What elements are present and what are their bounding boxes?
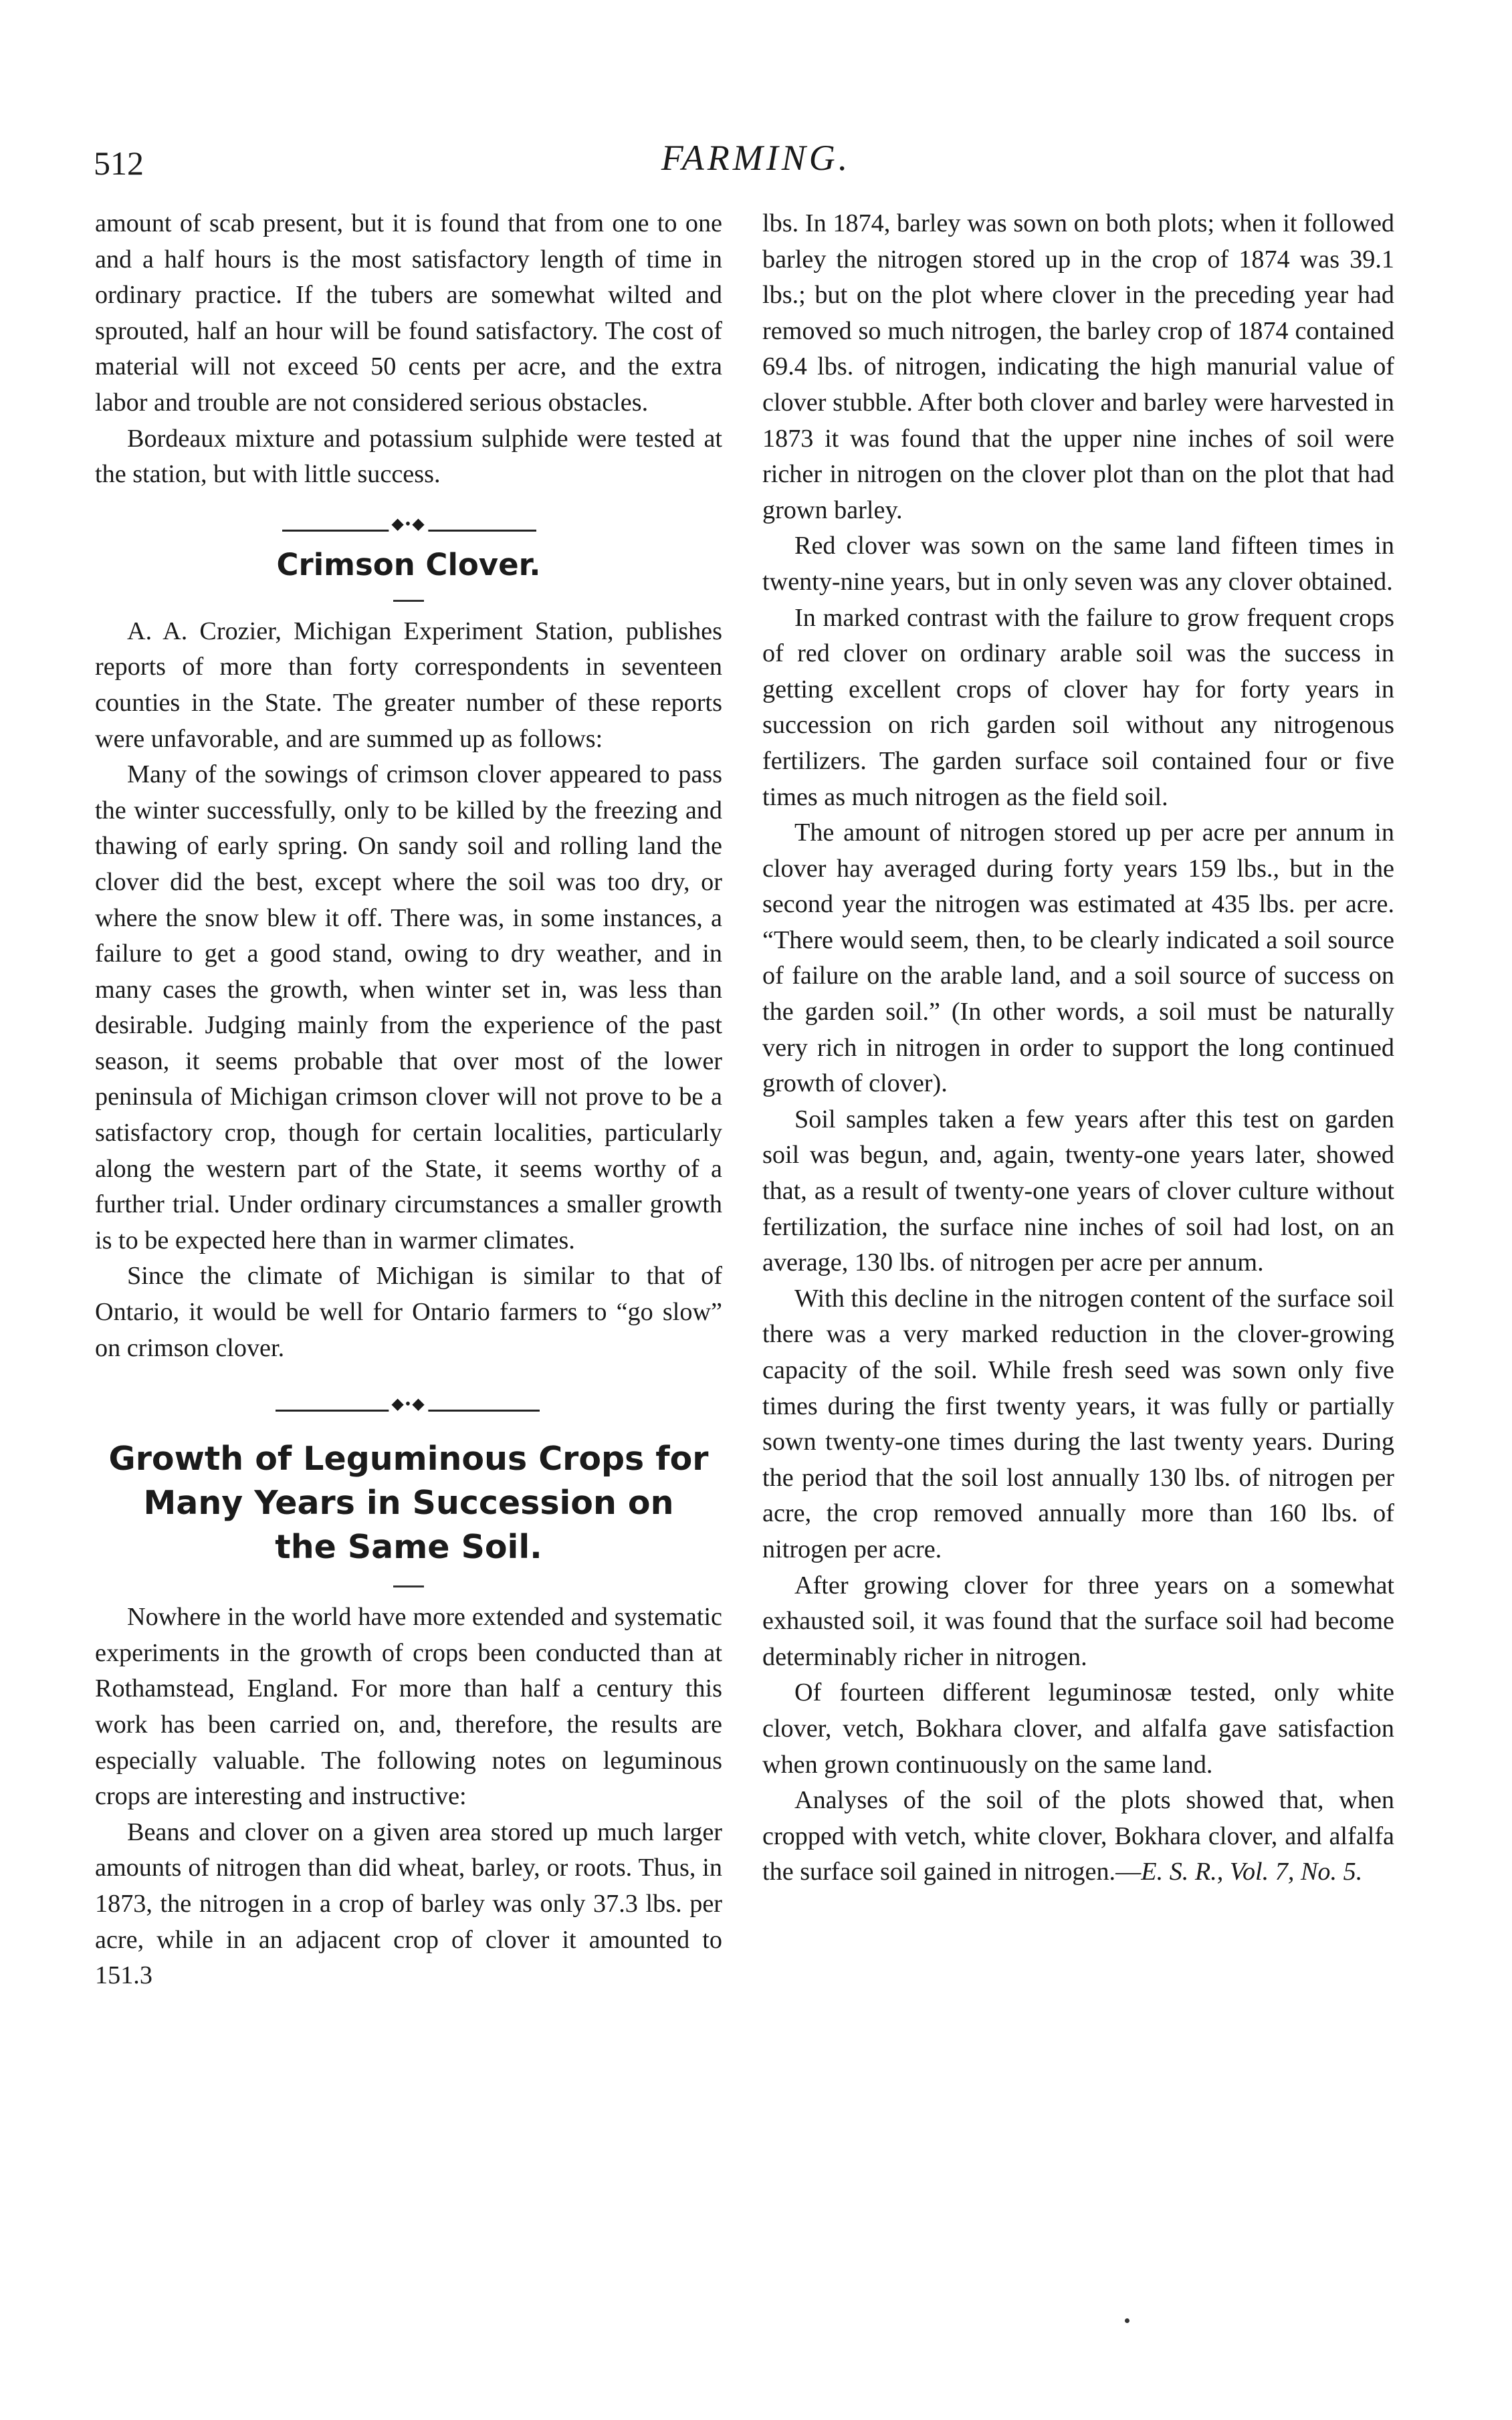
section-title-leguminous-line-1: Growth of Leguminous Crops for — [108, 1440, 709, 1478]
paragraph: Red clover was sown on the same land fifteen times in twenty-nine years, but in only seven was any clover obtained. — [762, 532, 1394, 596]
ornament-dots: ◆•◆ — [389, 1394, 428, 1414]
stray-ink-dot — [1125, 2318, 1129, 2323]
paragraph: Nowhere in the world have more extended and systematic experiments in the growth of crops been conducted than at Rothamstead, England. For more than half a century this work has been carried on, and, therefore, the results are especially valuable. The following notes on leguminous crops are interesting and instructive: — [95, 1603, 722, 1811]
paragraph: With this decline in the nitrogen content of the surface soil there was a very marked reduction in the clover-growing capacity of the soil. While fresh seed was sown only five times during the first twenty years, it was fully or partially sown twenty-one times during the last twenty years. During the period that the soil lost annually 130 lbs. of nitrogen per acre, the crop removed annually more than 160 lbs. of nitrogen per acre. — [762, 1284, 1394, 1563]
citation: E. S. R., Vol. 7, No. 5. — [1141, 1858, 1363, 1886]
paragraph: Bordeaux mixture and potassium sulphide were tested at the station, but with little success. — [95, 424, 722, 489]
ornament-dots: ◆•◆ — [389, 514, 428, 534]
paragraph: After growing clover for three years on a somewhat exhausted soil, it was found that the surface soil had become determinably richer in nitrogen. — [762, 1571, 1394, 1671]
section-title-leguminous-line-3: the Same Soil. — [275, 1528, 542, 1567]
paragraph: Beans and clover on a given area stored up much larger amounts of nitrogen than did wheat, barley, or roots. Thus, in 1873, the nitrogen in a crop of barley was only 37.3 lbs. per acre, while in an adjacent crop of clover it amounted to 151.3 — [95, 1818, 722, 1990]
left-column — [95, 206, 722, 1994]
final-paragraph — [762, 1783, 1394, 1890]
paragraph: lbs. In 1874, barley was sown on both plots; when it followed barley the nitrogen stored up in the crop of 1874 was 39.1 lbs.; but on the plot where clover in the preceding year had removed so much nitrogen, the barley crop of 1874 contained 69.4 lbs. of nitrogen, indicating the high manurial value of clover stubble. After both clover and barley were harvested in 1873 it was found that the upper nine inches of soil were richer in nitrogen on the clover plot than on the plot that had grown barley. — [762, 209, 1394, 524]
paragraph: Of fourteen different leguminosæ tested, only white clover, vetch, Bokhara clover, and alfalfa gave satisfaction when grown continuously on the same land. — [762, 1678, 1394, 1779]
running-head — [0, 137, 1512, 191]
paragraph: In marked contrast with the failure to grow frequent crops of red clover on ordinary arable soil was the success in getting excellent crops of clover hay for forty years in succession on rich garden soil without any nitrogenous fertilizers. The garden surface soil contained four or five times as much nitrogen as the field soil. — [762, 603, 1394, 811]
paragraph: Since the climate of Michigan is similar to that of Ontario, it would be well for Ontario farmers to “go slow” on crimson clover. — [95, 1262, 722, 1362]
section-ornament — [95, 1396, 722, 1421]
section-title-leguminous-line-2: Many Years in Succession on — [143, 1484, 674, 1523]
running-title: FARMING. — [661, 138, 851, 178]
right-column — [762, 206, 1394, 1890]
paragraph: Soil samples taken a few years after this test on garden soil was begun, and, again, twenty-one years later, showed that, as a result of twenty-one years of clover culture without fertilization, the surface nine inches of soil had lost, on an average, 130 lbs. of nitrogen per acre per annum. — [762, 1105, 1394, 1277]
paragraph: A. A. Crozier, Michigan Experiment Station, publishes reports of more than forty correspondents in seventeen counties in the State. The greater number of these reports were unfavorable, and are summed up as follows: — [95, 617, 722, 753]
paragraph: amount of scab present, but it is found that from one to one and a half hours is the most satisfactory length of time in ordinary practice. If the tubers are somewhat wilted and sprouted, half an hour will be found satisfactory. The cost of material will not exceed 50 cents per acre, and the extra labor and trouble are not considered serious obstacles. — [95, 209, 722, 417]
section-ornament — [95, 515, 722, 541]
paragraph: The amount of nitrogen stored up per acre per annum in clover hay averaged during forty years 159 lbs., but in the second year the nitrogen was estimated at 435 lbs. per acre. “There would seem, then, to be clearly indicated a soil source of failure on the arable land, and a soil source of success on the garden soil.” (In other words, a soil must be naturally very rich in nitrogen in order to support the long continued growth of clover). — [762, 818, 1394, 1098]
final-paragraph-text: Analyses of the soil of the plots showed that, when cropped with vetch, white clover, Bokhara clover, and alfalfa the surface soil gained in nitrogen.— — [762, 1786, 1394, 1886]
paragraph: Many of the sowings of crimson clover appeared to pass the winter successfully, only to be killed by the freezing and thawing of early spring. On sandy soil and rolling land the clover did the best, except where the soil was too dry, or where the snow blew it off. There was, in some instances, a failure to get a good stand, owing to dry weather, and in many cases the growth, when winter set in, was less than desirable. Judging mainly from the experience of the past season, it seems probable that over most of the lower peninsula of Michigan crimson clover will not prove to be a satisfactory crop, though for certain localities, particularly along the western part of the State, it seems worthy of a further trial. Under ordinary circumstances a smaller growth is to be expected here than in warmer climates. — [95, 760, 722, 1254]
section-title-crimson-clover: Crimson Clover. — [276, 546, 541, 582]
page-number: 512 — [94, 144, 144, 182]
